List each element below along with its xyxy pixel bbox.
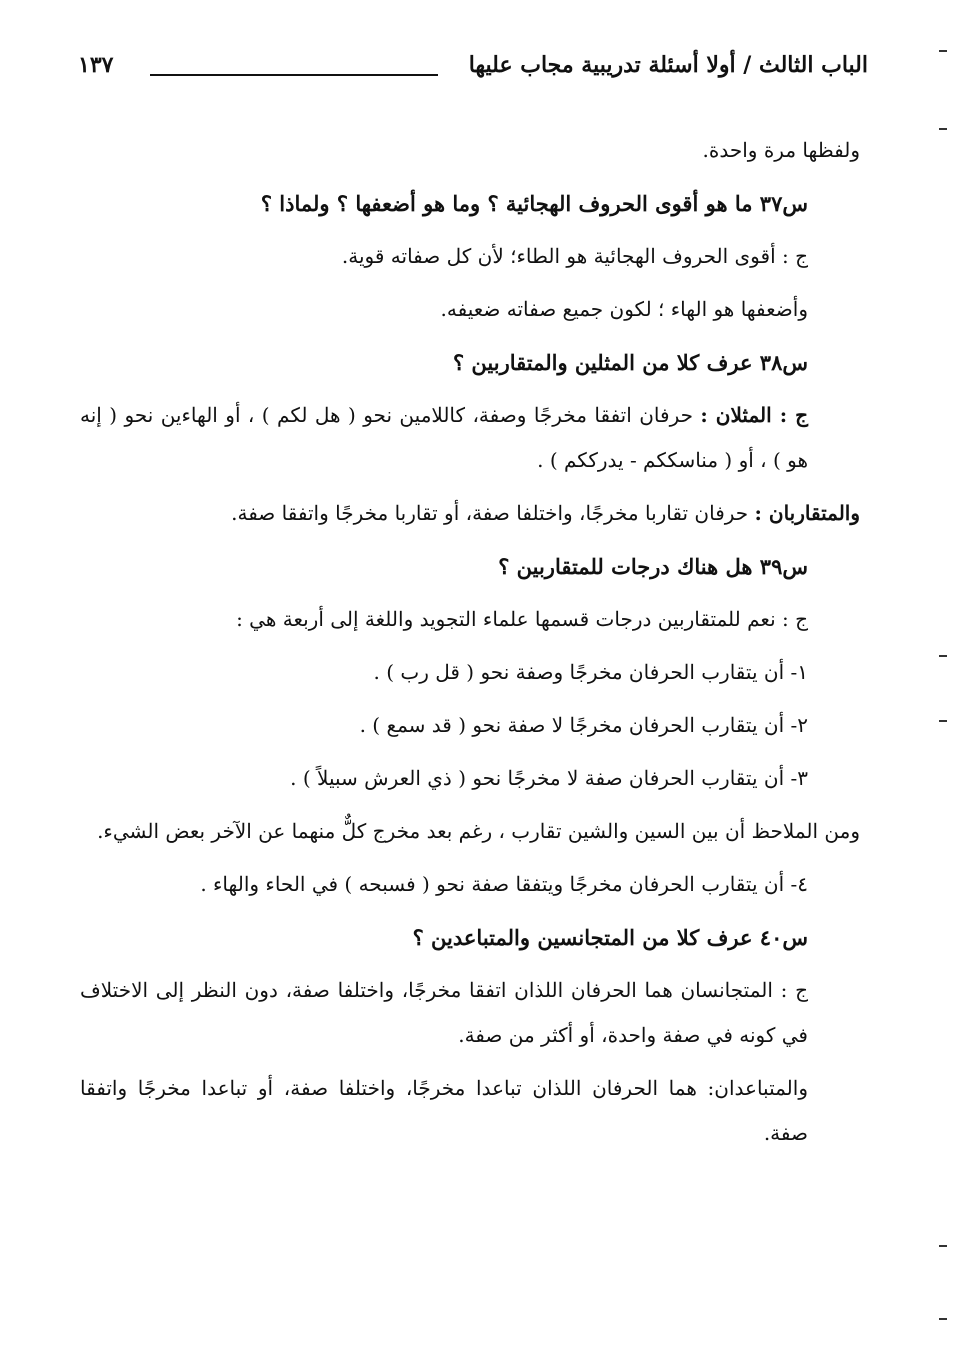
- scan-edge-mark: [939, 1318, 947, 1320]
- answer-38-paragraph-1-text: حرفان اتفقا مخرجًا وصفة، كاللامين نحو ( هل لكم ) ، أو الهاءين نحو ( إنه هو ) ، أو ( مناسككم - يدرككم ) .: [80, 403, 808, 472]
- answer-39-intro: ج : نعم للمتقاربين درجات قسمها علماء التجويد واللغة إلى أربعة هي :: [236, 607, 808, 631]
- scan-edge-mark: [939, 720, 947, 722]
- answer-37-line-2: وأضعفها هو الهاء ؛ لكون جميع صفاته ضعيفه.: [440, 297, 808, 321]
- answer-38-paragraph-1: [80, 393, 860, 483]
- answer-39-item-3: ٣- أن يتقارب الحرفان صفة لا مخرجًا نحو ( ذي العرش سبيلاً ) .: [290, 766, 808, 790]
- page-number: ١٣٧: [78, 52, 114, 78]
- question-39: س٣٩ هل هناك درجات للمتقاربين ؟: [498, 554, 808, 579]
- running-header: [78, 52, 868, 92]
- answer-38-paragraph-2: [80, 491, 860, 536]
- answer-40-paragraph-2: والمتباعدان: هما الحرفان اللذان تباعدا مخرجًا، واختلفا صفة، أو تباعدا مخرجًا واتفقا صفة.: [80, 1076, 808, 1145]
- continuation-line: ولفظها مرة واحدة.: [702, 138, 860, 162]
- answer-40-paragraph-1: ج : المتجانسان هما الحرفان اللذان اتفقا مخرجًا، واختلفا صفة، دون النظر إلى الاختلاف في كونه في صفة واحدة، أو أكثر من صفة.: [80, 978, 808, 1047]
- chapter-title: الباب الثالث / أولا أسئلة تدريبية مجاب عليها: [468, 52, 868, 78]
- answer-39-item-4: ٤- أن يتقارب الحرفان مخرجًا ويتفقا صفة نحو ( فسبحه ) في الحاء والهاء .: [200, 872, 808, 896]
- scan-edge-mark: [939, 128, 947, 130]
- question-40: س٤٠ عرف كلا من المتجانسين والمتباعدين ؟: [412, 925, 808, 950]
- scan-edge-mark: [939, 1245, 947, 1247]
- answer-39-item-1: ١- أن يتقارب الحرفان مخرجًا وصفة نحو ( قل رب ) .: [373, 660, 808, 684]
- term-mithlan: ج : المثلان :: [700, 403, 809, 427]
- header-rule: [150, 74, 438, 76]
- term-mutaqariban: والمتقاربان :: [754, 501, 860, 525]
- question-37: س٣٧ ما هو أقوى الحروف الهجائية ؟ وما هو أضعفها ؟ ولماذا ؟: [260, 191, 808, 216]
- answer-38-paragraph-2-text: حرفان تقاربا مخرجًا، واختلفا صفة، أو تقاربا مخرجًا واتفقا صفة.: [231, 501, 755, 525]
- answer-39-item-2: ٢- أن يتقارب الحرفان مخرجًا لا صفة نحو ( قد سمع ) .: [359, 713, 808, 737]
- answer-39-note: ومن الملاحظ أن بين السين والشين تقارب ، رغم بعد مخرج كلٌّ منهما عن الآخر بعض الشيء.: [97, 819, 860, 843]
- answer-37-line-1: ج : أقوى الحروف الهجائية هو الطاء؛ لأن كل صفاته قوية.: [341, 244, 808, 268]
- question-38: س٣٨ عرف كلا من المثلين والمتقاربين ؟: [452, 350, 808, 375]
- scan-edge-mark: [939, 50, 947, 52]
- scan-edge-mark: [939, 655, 947, 657]
- page-body: [80, 128, 860, 1164]
